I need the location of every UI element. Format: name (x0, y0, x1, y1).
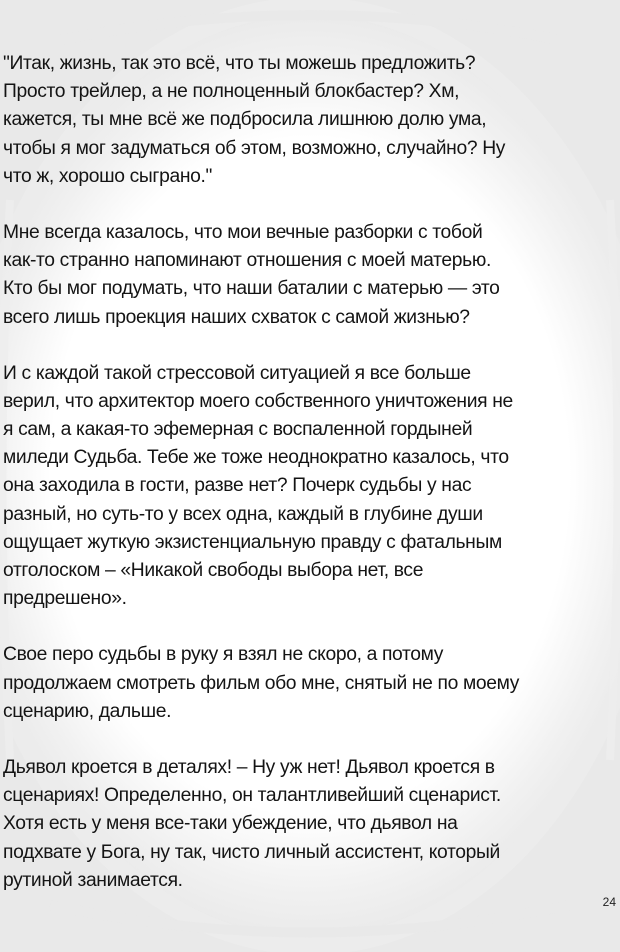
text-line: всего лишь проекция наших схваток с самой жизнью? (3, 306, 470, 328)
text-line: продолжаем смотреть фильм обо мне, снятый не по моему (3, 672, 520, 694)
text-line: ощущает жуткую экзистенциальную правду с фатальным (3, 531, 502, 553)
paragraph (3, 754, 617, 895)
text-line: разный, но суть-то у всех одна, каждый в глубине души (3, 503, 483, 525)
text-line: я сам, а какая-то эфемерная с воспаленной гордыней (3, 419, 473, 441)
text-line: как-то странно напоминают отношения с моей матерью. (3, 250, 491, 272)
paragraph (3, 50, 617, 191)
text-line: она заходила в гости, разве нет? Почерк судьбы у нас (3, 475, 472, 497)
paragraph (3, 641, 617, 726)
text-line: "Итак, жизнь, так это всё, что ты можешь предложить? (3, 53, 476, 74)
text-line: сценариях! Определенно, он талантливейший сценарист. (3, 785, 501, 807)
text-line: Просто трейлер, а не полноценный блокбастер? Хм, (3, 81, 460, 103)
page-number: 24 (602, 895, 616, 909)
text-line: предрешено». (3, 588, 127, 610)
text-line: верил, что архитектор моего собственного уничтожения не (3, 390, 513, 412)
text-line: Свое перо судьбы в руку я взял не скоро, а потому (3, 644, 444, 666)
paragraph (3, 360, 617, 614)
paragraph (3, 219, 617, 332)
text-line: Хотя есть у меня все-таки убеждение, что дьявол на (3, 813, 458, 835)
text-line: И с каждой такой стрессовой ситуацией я все больше (3, 362, 471, 384)
text-body (3, 50, 617, 923)
text-line: рутиной занимается. (3, 869, 183, 891)
text-line: Дьявол кроется в деталях! – Ну уж нет! Дьявол кроется в (3, 756, 495, 778)
text-line: чтобы я мог задуматься об этом, возможно, случайно? Ну (3, 137, 506, 159)
text-line: отголоском – «Никакой свободы выбора нет, все (3, 560, 424, 581)
text-line: сценарию, дальше. (3, 700, 172, 722)
text-line: подхвате у Бога, ну так, чисто личный ассистент, который (3, 841, 500, 863)
text-line: кажется, ты мне всё же подбросила лишнюю долю ума, (3, 109, 487, 131)
text-line: Кто бы мог подумать, что наши баталии с матерью — это (3, 278, 500, 300)
text-line: что ж, хорошо сыграно." (3, 165, 212, 187)
text-line: Мне всегда казалось, что мои вечные разборки с тобой (3, 221, 483, 243)
text-line: миледи Судьба. Тебе же тоже неоднократно казалось, что (3, 447, 509, 469)
